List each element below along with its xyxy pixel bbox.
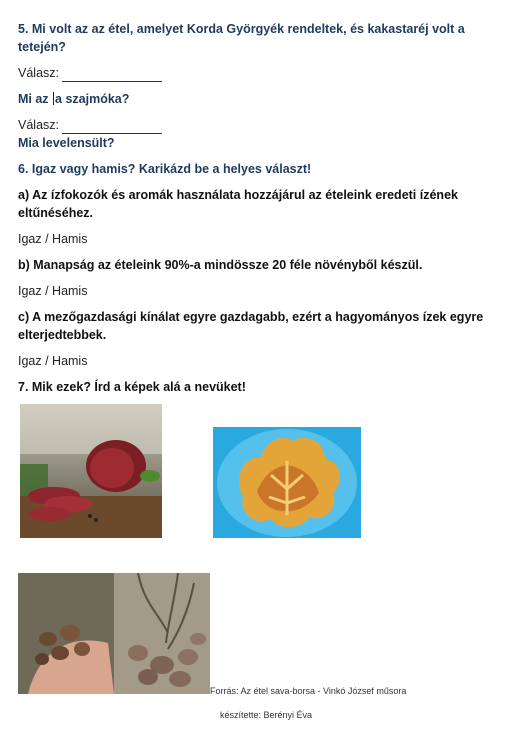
sausage-photo [20, 404, 162, 538]
text-cursor [53, 92, 54, 105]
answer-label: Válasz: [18, 118, 59, 132]
question-5 [18, 20, 498, 56]
choice-b[interactable]: Igaz / Hamis [18, 284, 88, 298]
statement-b: b) Manapság az ételeink 90%-a mindössze 20 féle növényből készül. [18, 258, 423, 272]
statement-c [18, 308, 498, 344]
choice-a[interactable]: Igaz / Hamis [18, 232, 88, 246]
question-szajmoka [18, 90, 498, 108]
tubers-photo [18, 573, 210, 694]
answer-row-szajmoka [18, 116, 498, 134]
answer-row-5 [18, 64, 498, 82]
question-7-title: 7. Mik ezek? Írd a képek alá a nevüket! [18, 380, 246, 394]
question-levelensult: Mia levelensült? [18, 136, 115, 150]
leaf-pastry-photo [213, 427, 361, 538]
answer-blank[interactable] [62, 68, 162, 82]
statement-a-line1: a) Az ízfokozók és aromák használata hozzájárul az ételeink eredeti ízének [18, 188, 458, 202]
question-szajmoka-part2: a szajmóka? [55, 92, 130, 106]
statement-c-line1: c) A mezőgazdasági kínálat egyre gazdagabb, ezért a hagyományos ízek egyre [18, 310, 484, 324]
source-credit: Forrás: Az étel sava-borsa - Vinkó József műsora [210, 686, 407, 696]
question-5-line1: 5. Mi volt az az étel, amelyet Korda Györgyék rendeltek, és kakastaréj volt a [18, 22, 465, 36]
answer-label: Válasz: [18, 66, 59, 80]
choice-c[interactable]: Igaz / Hamis [18, 354, 88, 368]
author-credit: készítette: Berényi Éva [220, 710, 313, 720]
question-6-title: 6. Igaz vagy hamis? Karikázd be a helyes választ! [18, 162, 312, 176]
statement-a [18, 186, 498, 222]
statement-a-line2: eltűnéséhez. [18, 206, 94, 220]
answer-blank[interactable] [62, 120, 162, 134]
question-szajmoka-part1: Mi az [18, 92, 53, 106]
statement-c-line2: elterjedtebbek. [18, 328, 107, 342]
question-5-line2: tetején? [18, 40, 66, 54]
